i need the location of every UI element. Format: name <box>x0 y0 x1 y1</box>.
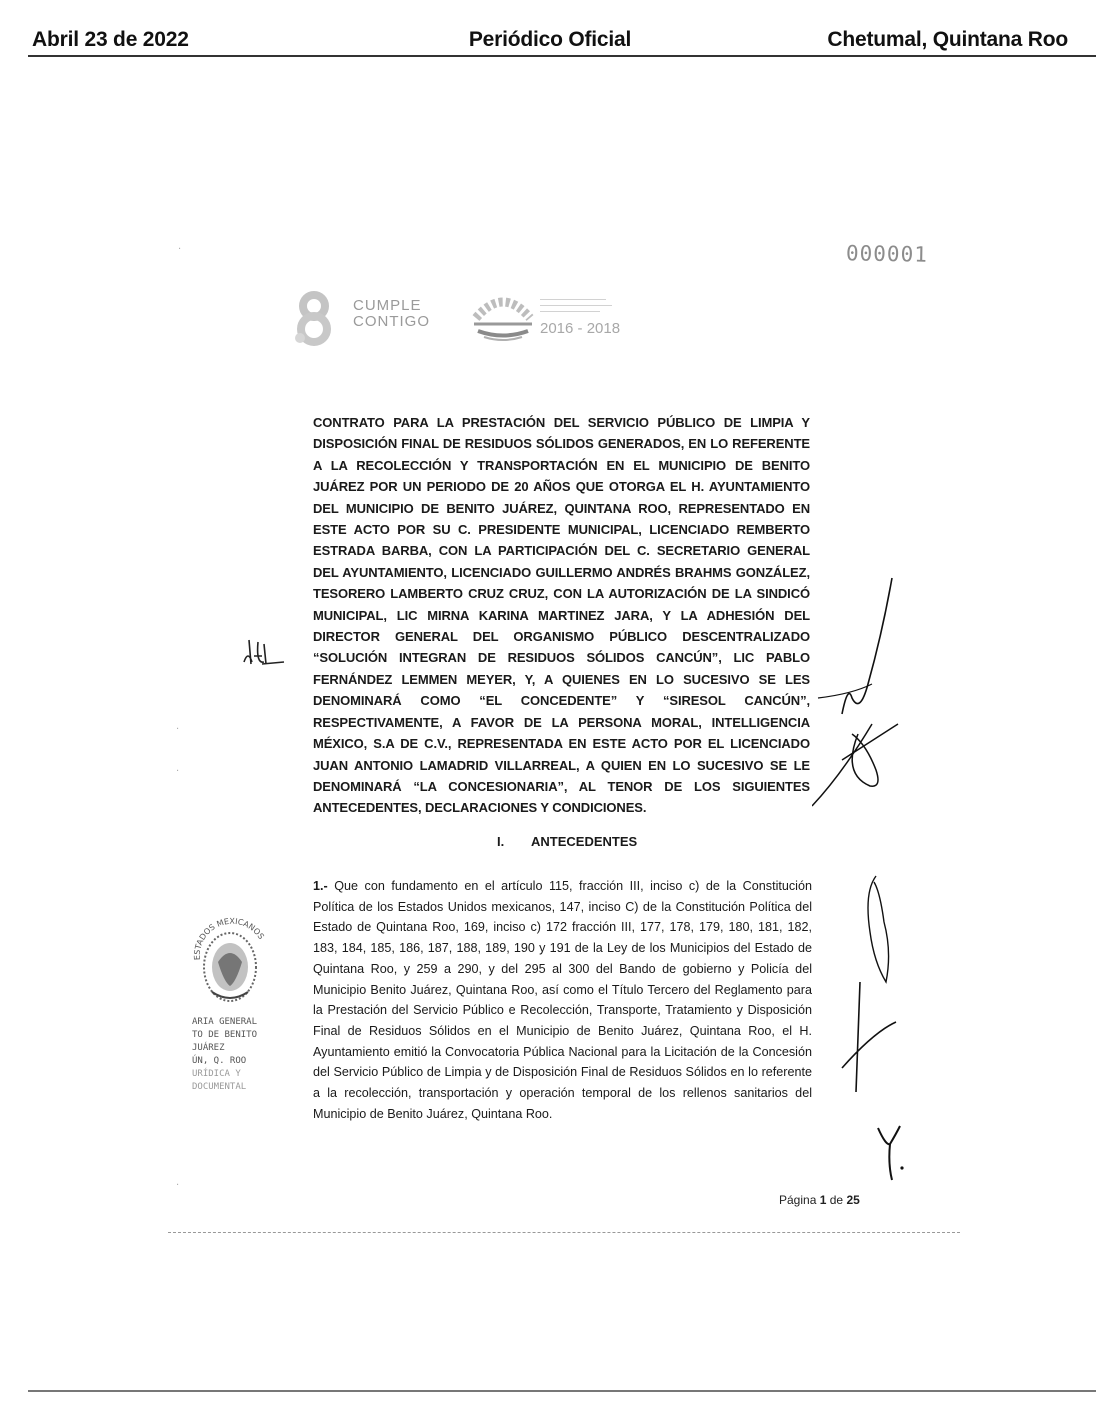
paragraph-number: 1.- <box>313 879 328 893</box>
handwritten-initial-y <box>874 1124 908 1184</box>
header-place: Chetumal, Quintana Roo <box>827 28 1068 51</box>
municipal-logo-icon <box>470 290 536 342</box>
header-divider <box>28 55 1096 57</box>
folio-stamp: 000001 <box>845 241 929 267</box>
page-number: Página 1 de 25 <box>779 1193 860 1207</box>
header-publication: Periódico Oficial <box>468 28 632 51</box>
logo-years: 2016 - 2018 <box>540 320 621 337</box>
logo-cumple-contigo-text: CUMPLE CONTIGO <box>353 297 430 330</box>
scan-artifact: · <box>178 244 182 255</box>
handwritten-signature-1 <box>812 574 902 814</box>
official-seal-icon <box>190 912 270 1012</box>
svg-text:ESTADOS MEXICANOS: ESTADOS MEXICANOS <box>192 916 266 961</box>
cumple-contigo-logo-icon <box>286 288 342 346</box>
seal-caption: ARIA GENERAL TO DE BENITO JUÁREZ ÚN, Q. ROO URÍDICA Y DOCUMENTAL <box>192 1017 258 1092</box>
scan-artifact: · <box>176 1180 180 1191</box>
contract-intro: CONTRATO PARA LA PRESTACIÓN DEL SERVICIO PÚBLICO DE LIMPIA Y DISPOSICIÓN FINAL DE RESIDUOS SÓLIDOS GENERADOS, EN LO REFERENTE A LA RECOLECCIÓN Y TRANSPORTACIÓN EN EL MUNICIPIO DE BENITO JUÁREZ POR UN PERIODO DE 20 AÑOS QUE OTORGA EL H. AYUNTAMIENTO DEL MUNICIPIO DE BENITO JUÁREZ, QUINTANA ROO, REPRESENTADO EN ESTE ACTO POR SU C. PRESIDENTE MUNICIPAL, LICENCIADO REMBERTO ESTRADA BARBA, CON LA PARTICIPACIÓN DEL C. SECRETARIO GENERAL DEL AYUNTAMIENTO, LICENCIADO GUILLERMO ANDRÉS BRAHMS GONZÁLEZ, TESORERO LAMBERTO CRUZ CRUZ, CON LA AUTORIZACIÓN DE LA SINDICÓ MUNICIPAL, LIC MIRNA KARINA MARTINEZ JARA, Y LA ADHESIÓN DEL DIRECTOR GENERAL DEL ORGANISMO PÚBLICO DESCENTRALIZADO “SOLUCIÓN INTEGRAN DE RESIDUOS SÓLIDOS CANCÚN”, LIC PABLO FERNÁNDEZ LEMMEN MEYER, Y, A QUIENES EN LO SUCESIVO SE LES DENOMINARÁ COMO “EL CONCEDENTE” Y “SIRESOL CANCÚN”, RESPECTIVAMENTE, A FAVOR DE LA PERSONA MORAL, INTELLIGENCIA MÉXICO, S.A DE C.V., REPRESENTADA EN ESTE ACTO POR EL LICENCIADO JUAN ANTONIO LAMADRID VILLARREAL, A QUIEN EN LO SUCESIVO SE LE DENOMINARÁ “LA CONCESIONARIA”, AL TENOR DE LOS SIGUIENTES ANTECEDENTES, DECLARACIONES Y CONDICIONES. <box>313 415 810 816</box>
municipal-logo-small-text <box>540 297 620 317</box>
scan-artifact: · <box>176 766 180 777</box>
paragraph-text: Que con fundamento en el artículo 115, fracción III, inciso c) de la Constitución Política de los Estados Unidos mexicanos, 147, inciso C) de la Constitución Política del Estado de Quintana Roo, 169, inciso c) 172 fracción III, 177, 178, 179, 180, 181, 182, 183, 184, 185, 186, 187, 188, 189, 190 y 191 de la Ley de los Municipios del Estado de Quintana Roo, y 259 a 290, y del 295 al 300 del Bando de gobierno y Policía del Municipio Benito Juárez, Quintana Roo, así como el Título Tercero del Reglamento para la Prestación del Servicio Público e Recolección, Transporte, Tratamiento y Disposición Final de Residuos Sólidos en el Municipio de Benito Juárez, Quintana Roo, el H. Ayuntamiento emitió la Convocatoria Pública Nacional para la Licitación de la Concesión del Servicio Público de Limpia y de Disposición Final de Residuos Sólidos en lo referente a la recolección, transportación y operación temporal de los rellenos sanitarios del Municipio de Benito Juárez, Quintana Roo. <box>313 879 812 1121</box>
document-footer-line <box>168 1232 960 1234</box>
section-heading: ANTECEDENTES <box>531 834 638 849</box>
section-number: I. <box>497 834 505 849</box>
section-title <box>497 834 637 849</box>
antecedent-paragraph-1 <box>313 876 812 1124</box>
handwritten-initials-signature <box>240 636 288 670</box>
scan-artifact: · <box>176 724 180 735</box>
page-header <box>32 28 1068 56</box>
handwritten-signature-2 <box>834 872 914 1112</box>
page-bottom-divider <box>28 1390 1096 1392</box>
header-date: Abril 23 de 2022 <box>32 28 189 51</box>
